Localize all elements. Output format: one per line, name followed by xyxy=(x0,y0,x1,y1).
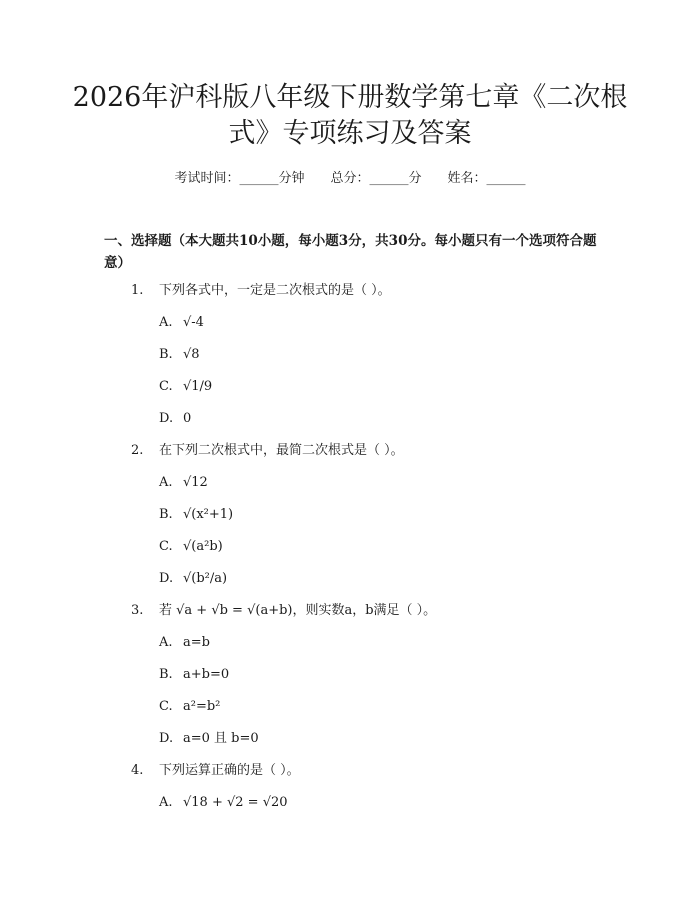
question-number: 1. xyxy=(131,283,144,298)
option-1d xyxy=(159,410,191,428)
option-letter: D. xyxy=(159,731,174,746)
question-text: 在下列二次根式中，最简二次根式是（ ）。 xyxy=(159,443,404,458)
option-4a xyxy=(159,794,288,812)
option-1a xyxy=(159,314,204,332)
option-text: √-4 xyxy=(183,315,204,330)
option-letter: A. xyxy=(159,315,173,330)
option-text: √(x²+1) xyxy=(183,507,234,522)
option-letter: D. xyxy=(159,571,174,586)
option-text: a=0 且 b=0 xyxy=(183,731,259,746)
question-text: 下列各式中，一定是二次根式的是（ ）。 xyxy=(159,283,391,298)
option-1b xyxy=(159,346,200,364)
question-2 xyxy=(131,442,404,460)
option-text: √1/9 xyxy=(183,379,213,394)
option-2d xyxy=(159,570,227,588)
option-2a xyxy=(159,474,208,492)
section-heading: 一、选择题（本大题共10小题，每小题3分，共30分。每小题只有一个选项符合题意） xyxy=(104,233,597,271)
student-name-field: 姓名：______ xyxy=(447,171,526,186)
option-3b xyxy=(159,666,229,684)
option-letter: C. xyxy=(159,379,173,394)
option-letter: A. xyxy=(159,635,173,650)
option-text: √8 xyxy=(183,347,200,362)
option-2b xyxy=(159,506,233,524)
question-text: 若 √a + √b = √(a+b)，则实数a，b满足（ ）。 xyxy=(159,603,437,618)
option-text: a=b xyxy=(183,635,210,650)
option-text: √12 xyxy=(183,475,208,490)
document-title: 2026年沪科版八年级下册数学第七章《二次根式》专项练习及答案 xyxy=(72,82,628,149)
option-text: a²=b² xyxy=(183,699,221,714)
option-letter: B. xyxy=(159,507,173,522)
option-text: √18 + √2 = √20 xyxy=(183,795,288,810)
option-letter: B. xyxy=(159,667,173,682)
question-number: 4. xyxy=(131,763,144,778)
option-letter: B. xyxy=(159,347,173,362)
question-number: 3. xyxy=(131,603,144,618)
question-text: 下列运算正确的是（ ）。 xyxy=(159,763,300,778)
option-letter: D. xyxy=(159,411,174,426)
question-4 xyxy=(131,762,300,780)
option-1c xyxy=(159,378,212,396)
option-3c xyxy=(159,698,220,716)
option-text: √(b²/a) xyxy=(183,571,228,586)
question-number: 2. xyxy=(131,443,144,458)
exam-meta-line xyxy=(60,170,640,188)
exam-time-field: 考试时间：______分钟 xyxy=(174,171,305,186)
question-1 xyxy=(131,282,391,300)
option-text: a+b=0 xyxy=(183,667,230,682)
option-letter: A. xyxy=(159,475,173,490)
option-letter: C. xyxy=(159,539,173,554)
option-text: √(a²b) xyxy=(183,539,223,554)
option-2c xyxy=(159,538,223,556)
question-3 xyxy=(131,602,436,620)
option-letter: A. xyxy=(159,795,173,810)
option-letter: C. xyxy=(159,699,173,714)
total-score-field: 总分：______分 xyxy=(330,171,422,186)
option-3d xyxy=(159,730,259,748)
option-3a xyxy=(159,634,210,652)
option-text: 0 xyxy=(183,411,192,426)
